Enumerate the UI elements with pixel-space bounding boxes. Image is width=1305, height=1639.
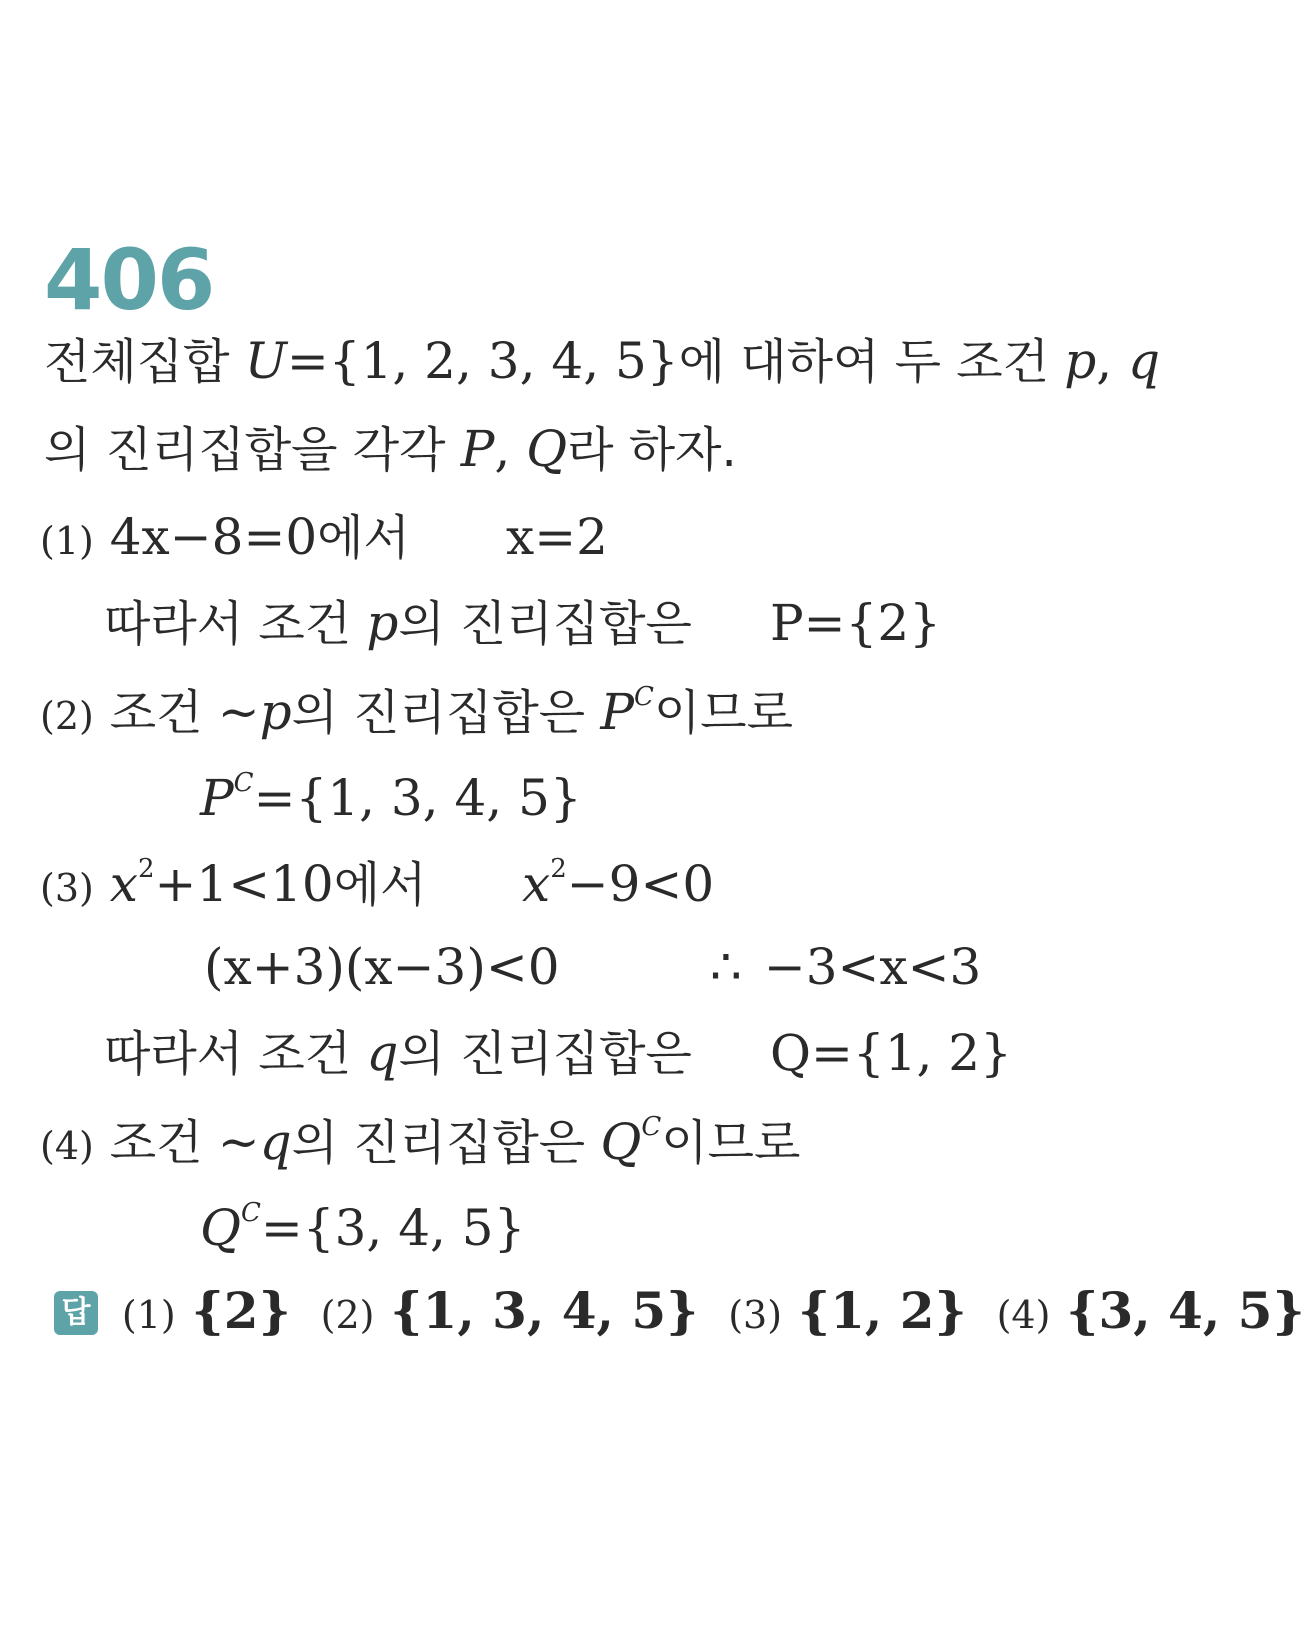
answer-line bbox=[54, 1281, 1305, 1340]
problem-number: 406 bbox=[44, 231, 214, 329]
statement-line-2 bbox=[44, 420, 737, 478]
part4-line-2 bbox=[200, 1198, 526, 1257]
part1-set bbox=[770, 594, 941, 652]
answer-label: (4) bbox=[996, 1293, 1051, 1337]
set: ={1, 3, 4, 5} bbox=[253, 769, 582, 827]
var-q: q bbox=[366, 1024, 399, 1082]
part-label: (3) bbox=[40, 866, 94, 910]
complement-sup: C bbox=[641, 1112, 662, 1142]
set: P={2} bbox=[770, 594, 941, 652]
equation: 4x−8=0 bbox=[109, 508, 318, 566]
negation: ~p bbox=[217, 683, 292, 741]
text: 의 진리집합은 bbox=[291, 1115, 601, 1171]
res-sup: 2 bbox=[550, 854, 567, 884]
part3-result bbox=[522, 854, 715, 913]
statement-line-1 bbox=[44, 332, 1161, 390]
complement-sup: C bbox=[241, 1198, 261, 1228]
text: 조건 bbox=[109, 1115, 218, 1171]
factored-inequality: (x+3)(x−3)<0 bbox=[204, 938, 560, 996]
answer-label: (2) bbox=[320, 1293, 375, 1337]
var-p: p bbox=[1064, 332, 1097, 390]
complement-sup: C bbox=[233, 768, 254, 798]
answer-value: {3, 4, 5} bbox=[1066, 1281, 1305, 1340]
equation: x=2 bbox=[506, 508, 608, 566]
text: 의 진리집합은 bbox=[291, 685, 601, 741]
text: 에서 bbox=[317, 510, 410, 566]
var-Q: Q bbox=[526, 420, 568, 478]
therefore-symbol: ∴ bbox=[710, 938, 742, 996]
part3-range bbox=[710, 938, 982, 996]
comma: , bbox=[1096, 332, 1129, 390]
answer-value: {2} bbox=[191, 1281, 291, 1340]
text: 이므로 bbox=[653, 685, 794, 741]
part2-line-2 bbox=[200, 768, 582, 827]
statement-text: 에 대하여 두 조건 bbox=[678, 334, 1065, 390]
complement-base: Q bbox=[200, 1199, 241, 1257]
range: −3<x<3 bbox=[763, 938, 982, 996]
inequality: −9<0 bbox=[566, 855, 715, 913]
ineq-base: x bbox=[109, 855, 138, 913]
set-u: ={1, 2, 3, 4, 5} bbox=[286, 332, 679, 390]
part-label: (1) bbox=[40, 519, 94, 563]
part3-set bbox=[770, 1024, 1012, 1082]
complement-base: Q bbox=[600, 1113, 642, 1171]
part4-line-1 bbox=[40, 1112, 801, 1171]
statement-text: 라 하자. bbox=[567, 422, 737, 478]
part-label: (4) bbox=[40, 1124, 94, 1168]
complement-base: P bbox=[600, 683, 635, 741]
answer-label: (3) bbox=[728, 1293, 783, 1337]
set: Q={1, 2} bbox=[770, 1024, 1012, 1082]
text: 따라서 조건 bbox=[104, 1026, 367, 1082]
answer-value: {1, 3, 4, 5} bbox=[390, 1281, 699, 1340]
negation: ~q bbox=[217, 1113, 292, 1171]
part1-line-1 bbox=[40, 508, 410, 566]
part-label: (2) bbox=[40, 694, 94, 738]
text: 이므로 bbox=[661, 1115, 801, 1171]
text: 따라서 조건 bbox=[104, 596, 367, 652]
var-q: q bbox=[1128, 332, 1161, 390]
res-base: x bbox=[522, 855, 551, 913]
answer-label: (1) bbox=[121, 1293, 176, 1337]
ineq-sup: 2 bbox=[137, 854, 155, 884]
inequality: +1<10 bbox=[154, 855, 334, 913]
part3-line-1 bbox=[40, 854, 427, 913]
part3-factored bbox=[204, 938, 560, 996]
statement-text: 전체집합 bbox=[44, 334, 245, 390]
complement-base: P bbox=[200, 769, 234, 827]
text: 에서 bbox=[333, 857, 427, 913]
statement-text: 의 진리집합을 각각 bbox=[44, 422, 461, 478]
var-P: P bbox=[460, 420, 495, 478]
answer-badge: 답 bbox=[54, 1291, 98, 1335]
text: 의 진리집합은 bbox=[398, 596, 692, 652]
part2-line-1 bbox=[40, 682, 794, 741]
text: 의 진리집합은 bbox=[398, 1026, 692, 1082]
complement-sup: C bbox=[634, 682, 654, 712]
text: 조건 bbox=[109, 685, 218, 741]
var-p: p bbox=[366, 594, 399, 652]
part1-line-2 bbox=[104, 594, 692, 652]
var-u: U bbox=[244, 332, 287, 390]
set: ={3, 4, 5} bbox=[260, 1199, 526, 1257]
comma: , bbox=[494, 420, 527, 478]
part1-result bbox=[506, 508, 608, 566]
part3-line-3 bbox=[104, 1024, 692, 1082]
answer-value: {1, 2} bbox=[797, 1281, 967, 1340]
